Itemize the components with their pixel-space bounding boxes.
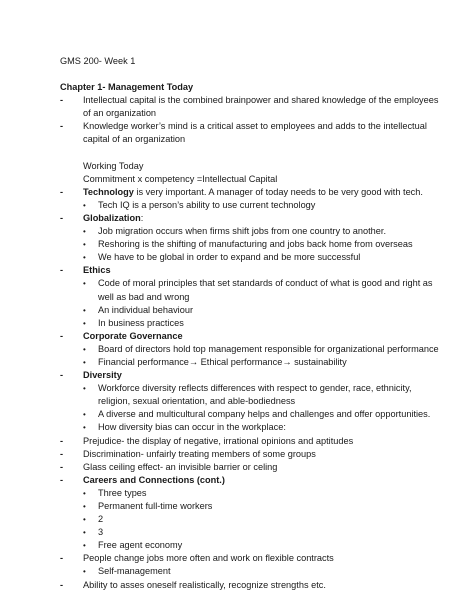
bullet-marker: • [83, 567, 86, 577]
list-item [60, 264, 440, 277]
document-body [60, 55, 440, 592]
list-item [60, 552, 440, 565]
bullet-marker: • [83, 488, 86, 498]
list-item [60, 186, 440, 199]
list-item [60, 277, 440, 303]
list-item [60, 461, 440, 474]
list-item [60, 500, 440, 513]
ethics-code-text: Code of moral principles that set standards of conduct of what is good and right as well as bad and wrong [98, 278, 433, 302]
people-change-text: People change jobs more often and work on flexible contracts [83, 553, 334, 564]
list-item [60, 199, 440, 212]
dash-marker: - [60, 474, 64, 485]
working-today-heading: Working Today [83, 160, 144, 171]
tech-iq-text: Tech IQ is a person’s ability to use current technology [98, 199, 316, 210]
technology-text: is very important. A manager of today needs to be very good with tech. [133, 186, 423, 197]
financial-performance-text: Financial performance→ Ethical performance→ sustainability [98, 356, 347, 367]
list-item [60, 579, 440, 592]
list-item [60, 356, 440, 369]
list-item [60, 435, 440, 448]
list-item [60, 539, 440, 552]
reshoring-text: Reshoring is the shifting of manufacturing and jobs back home from overseas [98, 239, 413, 250]
ethics-individual-text: An individual behaviour [98, 304, 194, 315]
dash-marker: - [60, 461, 64, 472]
list-item [60, 120, 440, 146]
list-item [60, 408, 440, 421]
list-item [60, 251, 440, 264]
bullet-marker: • [83, 227, 86, 237]
bullet-marker: • [83, 240, 86, 250]
dash-marker: - [60, 212, 64, 223]
bullet-marker: • [83, 515, 86, 525]
diversity-bias-text: How diversity bias can occur in the workplace: [98, 422, 286, 433]
globalization-colon: : [140, 212, 144, 223]
discrimination-text: Discrimination- unfairly treating members of some groups [83, 448, 316, 459]
list-item [60, 304, 440, 317]
dash-marker: - [60, 448, 64, 459]
bullet-marker: • [83, 502, 86, 511]
bullet-marker: • [83, 384, 86, 394]
prejudice-text: Prejudice- the display of negative, irrational opinions and aptitudes [83, 435, 354, 446]
diverse-company-text: A diverse and multicultural company helps and challenges and offer opportunities. [98, 409, 431, 420]
spacer [60, 147, 440, 160]
technology-label: Technology [83, 186, 134, 197]
job-migration-text: Job migration occurs when firms shift jobs from one country to another. [98, 226, 387, 237]
dash-marker: - [60, 435, 64, 446]
knowledge-worker-text: Knowledge worker’s mind is a critical asset to employees and adds to the intellectual capital of an organization [83, 121, 427, 145]
list-item [60, 317, 440, 330]
intellectual-capital-formula: Commitment x competency =Intellectual Capital [83, 173, 278, 184]
list-item [60, 212, 440, 225]
list-item [60, 225, 440, 238]
bullet-marker: • [83, 305, 86, 315]
dash-marker: - [60, 330, 64, 341]
ability-text: Ability to asses oneself realistically, recognize strengths etc. [83, 579, 326, 590]
ethics-business-text: In business practices [98, 317, 184, 328]
list-item [60, 343, 440, 356]
free-agent-text: Free agent economy [98, 540, 183, 551]
global-expand-text: We have to be global in order to expand and be more successful [98, 252, 361, 263]
globalization-label: Globalization [83, 212, 141, 223]
item-three-text: 3 [98, 527, 104, 538]
list-item [60, 474, 440, 487]
item-two-text: 2 [98, 514, 104, 525]
list-item [60, 421, 440, 434]
diversity-label: Diversity [83, 370, 122, 381]
bullet-marker: • [83, 528, 86, 538]
bullet-marker: • [83, 279, 86, 289]
corporate-governance-label: Corporate Governance [83, 330, 183, 341]
bullet-marker: • [83, 344, 86, 354]
list-item [60, 513, 440, 526]
dash-marker: - [60, 553, 64, 564]
bullet-marker: • [83, 541, 86, 551]
dash-marker: - [60, 95, 64, 106]
document-header: GMS 200- Week 1 [60, 56, 136, 66]
careers-label: Careers and Connections (cont.) [83, 474, 225, 485]
list-item [60, 238, 440, 251]
three-types-text: Three types [98, 487, 147, 498]
bullet-marker: • [83, 200, 86, 210]
bullet-marker: • [83, 318, 86, 328]
list-item [60, 382, 440, 408]
bullet-marker: • [83, 423, 86, 433]
list-item [60, 330, 440, 343]
list-item [60, 487, 440, 500]
dash-marker: - [60, 579, 64, 590]
list-item [60, 94, 440, 120]
self-management-text: Self-management [98, 566, 171, 577]
workforce-diversity-text: Workforce diversity reflects differences with respect to gender, race, ethnicity, religion, sexual orientation, and able-bodiedness [98, 383, 412, 407]
list-item [60, 526, 440, 539]
board-text: Board of directors hold top management responsible for organizational performance [98, 343, 439, 354]
list-item [60, 565, 440, 578]
bullet-marker: • [83, 253, 86, 263]
intellectual-capital-text: Intellectual capital is the combined brainpower and shared knowledge of the employees of an organization [83, 95, 439, 119]
dash-marker: - [60, 186, 64, 197]
glass-ceiling-text: Glass ceiling effect- an invisible barrier or celing [83, 461, 278, 472]
dash-marker: - [60, 370, 64, 381]
permanent-workers-text: Permanent full-time workers [98, 501, 213, 511]
list-item [60, 369, 440, 382]
dash-marker: - [60, 265, 64, 276]
bullet-marker: • [83, 410, 86, 420]
ethics-label: Ethics [83, 265, 111, 276]
list-item [60, 448, 440, 461]
bullet-marker: • [83, 357, 86, 367]
dash-marker: - [60, 121, 64, 132]
chapter-title: Chapter 1- Management Today [60, 82, 194, 93]
